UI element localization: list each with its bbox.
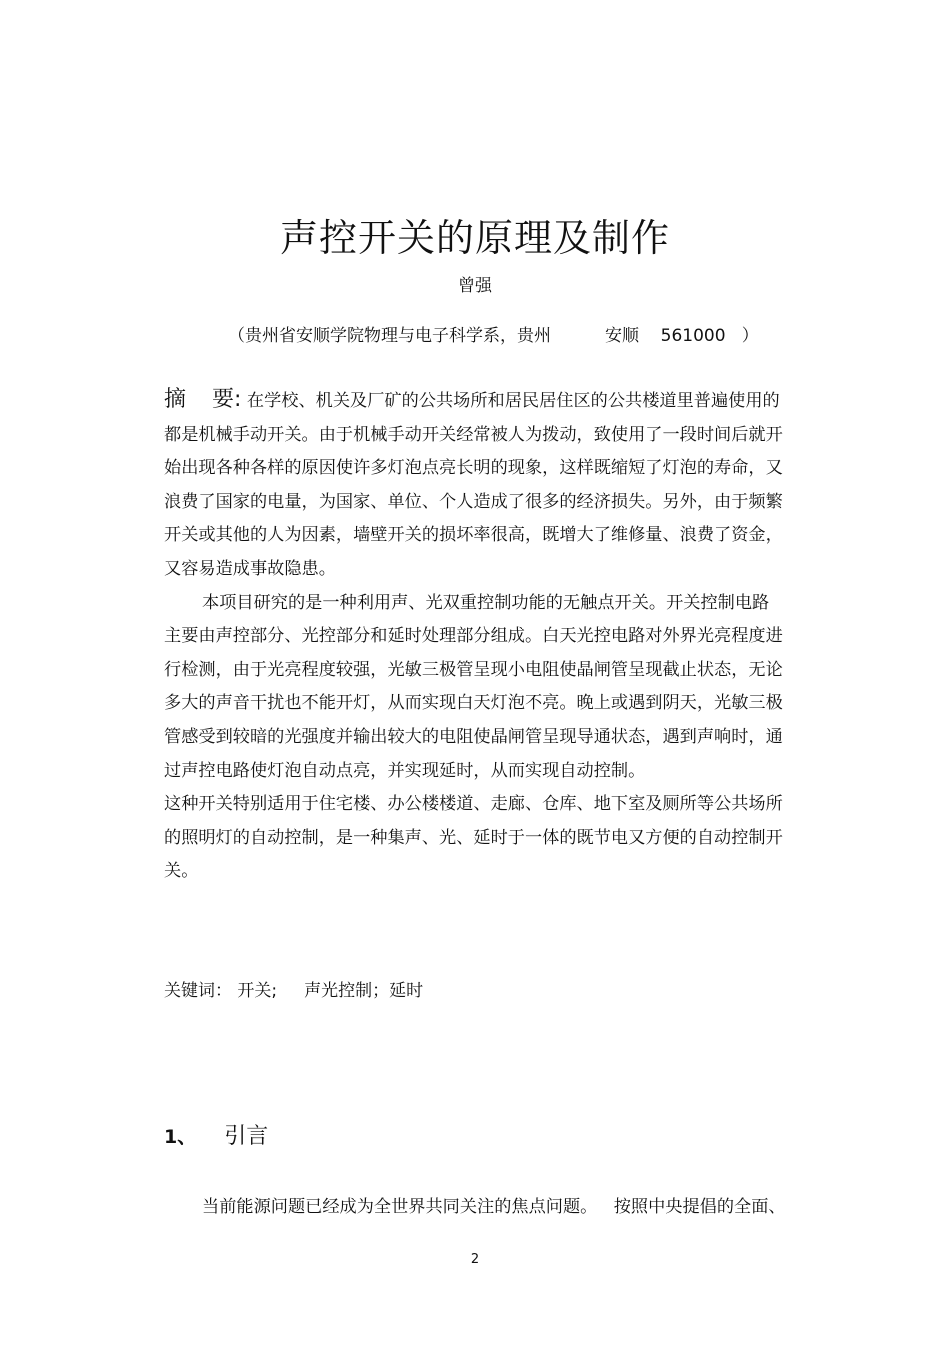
paper-title: 声控开关的原理及制作: [279, 216, 670, 260]
author-name: 曾强: [458, 276, 492, 296]
author-affiliation: （贵州省安顺学院物理与电子科学系，贵州 安顺 561000 ）: [228, 326, 759, 346]
abstract-paragraph-3: 这种开关特别适用于住宅楼、办公楼楼道、走廊、仓库、地下室及厕所等公共场所的照明灯的自动控制，是一种集声、光、延时于一体的既节电又方便的自动控制开关。: [164, 794, 783, 882]
section-title: 引言: [224, 1124, 269, 1149]
abstract: [164, 383, 786, 889]
abstract-text-1: 在学校、机关及厂矿的公共场所和居民居住区的公共楼道里普遍使用的都是机械手动开关。由于机械手动开关经常被人为拨动，致使用了一段时间后就开始出现各种各样的原因使许多灯泡点亮长明的现象，这样既缩短了灯泡的寿命，又浪费了国家的电量，为国家、单位、个人造成了很多的经济损失。另外，由于频繁开关或其他的人为因素，墙壁开关的损坏率很高，既增大了维修量、浪费了资金，又容易造成事故隐患。: [164, 391, 783, 579]
page-number: 2: [470, 1252, 480, 1267]
abstract-paragraph-1: [164, 383, 786, 587]
section-number: 1、: [164, 1126, 197, 1148]
section-heading: [164, 1120, 268, 1154]
keywords: 关键词： 开关; 声光控制；延时: [164, 981, 424, 1001]
abstract-paragraph-2: 本项目研究的是一种利用声、光双重控制功能的无触点开关。开关控制电路主要由声控部分、光控部分和延时处理部分组成。白天光控电路对外界光亮程度进行检测，由于光亮程度较强，光敏三极管呈现小电阻使晶闸管呈现截止状态，无论多大的声音干扰也不能开灯，从而实现白天灯泡不亮。晚上或遇到阴天，光敏三极管感受到较暗的光强度并输出较大的电阻使晶闸管呈现导通状态，遇到声响时，通过声控电路使灯泡自动点亮，并实现延时，从而实现自动控制。: [164, 592, 783, 781]
abstract-label: 摘 要:: [164, 387, 242, 412]
intro-paragraph-line: 当前能源问题已经成为全世界共同关注的焦点问题。 按照中央提倡的全面、: [202, 1197, 786, 1217]
